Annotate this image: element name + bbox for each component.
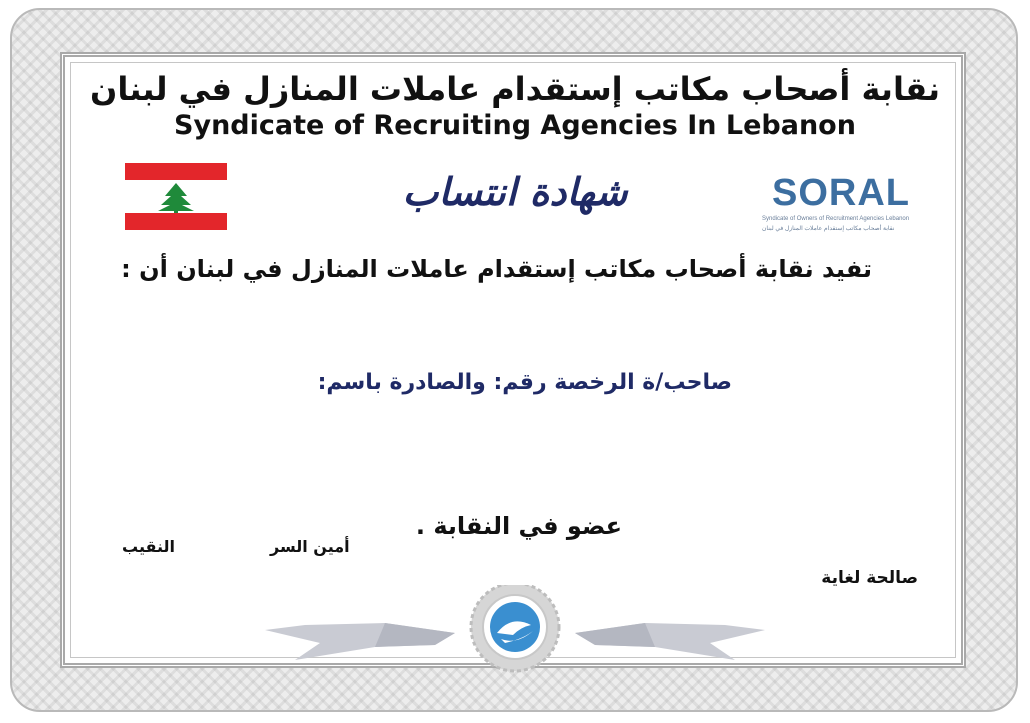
intro-statement: تفيد نقابة أصحاب مكاتب إستقدام عاملات المنازل في لبنان أن : — [121, 255, 872, 283]
president-signature-label: النقيب — [122, 537, 176, 556]
soral-logo — [762, 172, 942, 234]
license-line: صاحب/ة الرخصة رقم: والصادرة باسم: — [317, 370, 732, 395]
validity-label: صالحة لغاية — [821, 568, 918, 588]
secretary-signature-label: أمين السر — [270, 537, 350, 556]
syndicate-title-english: Syndicate of Recruiting Agencies In Lebanon — [174, 110, 856, 141]
logo-subtitle-en: Syndicate of Owners of Recruitment Agencies Lebanon — [762, 216, 910, 222]
syndicate-title-arabic: نقابة أصحاب مكاتب إستقدام عاملات المنازل في لبنان — [90, 70, 940, 108]
member-line: عضو في النقابة . — [415, 512, 622, 540]
seal-ribbon-icon — [265, 585, 765, 685]
logo-subtitle-ar: نقابة أصحاب مكاتب إستقدام عاملات المنازل في لبنان — [762, 226, 895, 232]
certificate-title: شهادة انتساب — [402, 170, 628, 214]
logo-name: SORAL — [772, 172, 910, 214]
